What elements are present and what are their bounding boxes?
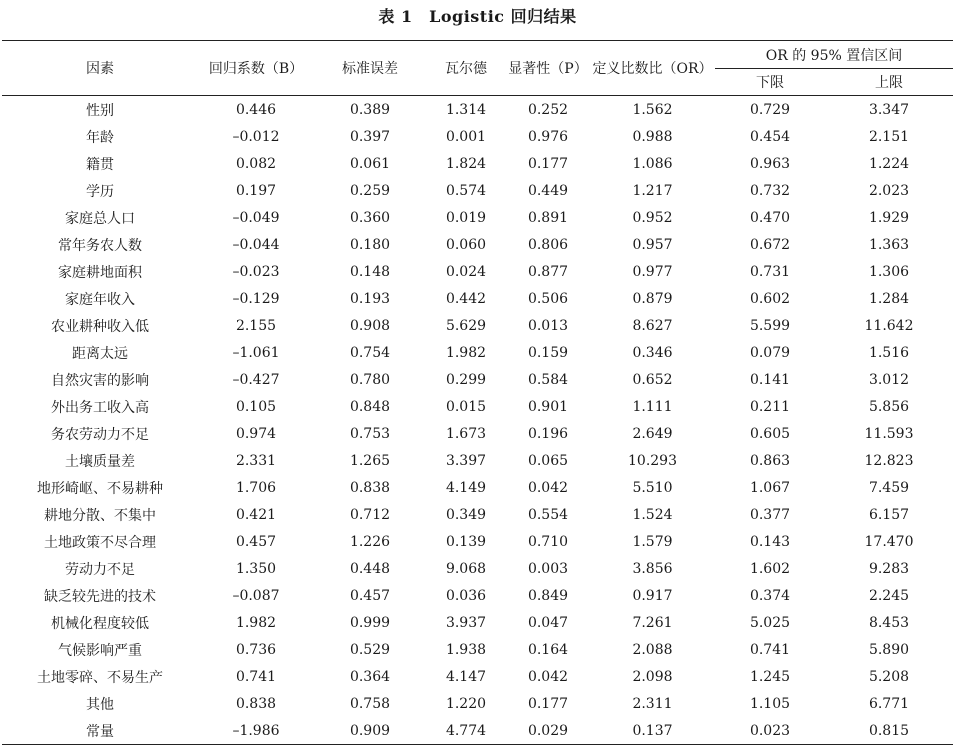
odds-ratio-cell: 0.988 [632, 128, 673, 145]
table-row [2, 420, 953, 447]
ci-lower-cell: 0.377 [749, 506, 791, 523]
wald-cell: 0.001 [445, 128, 487, 145]
significance-cell: 0.042 [527, 668, 569, 685]
ci-lower-cell: 0.454 [749, 128, 791, 145]
significance-cell: 0.003 [527, 560, 569, 577]
ci-lower-cell: 1.067 [749, 479, 791, 496]
significance-cell: 0.877 [527, 263, 569, 280]
ci-lower-cell: 0.211 [749, 398, 791, 415]
factor-cell: 机械化程度较低 [51, 615, 149, 632]
ci-upper-cell: 1.516 [868, 344, 910, 361]
ci-upper-cell: 2.245 [868, 587, 910, 604]
factor-cell: 气候影响严重 [58, 642, 142, 659]
ci-upper-cell: 2.151 [868, 128, 910, 145]
table-row [2, 312, 953, 339]
coefficient-cell: 0.741 [235, 668, 277, 685]
wald-cell: 0.299 [445, 371, 487, 388]
significance-cell: 0.976 [527, 128, 569, 145]
coefficient-cell: –0.427 [232, 371, 280, 388]
ci-lower-cell: 0.672 [749, 236, 791, 253]
significance-cell: 0.710 [527, 533, 569, 550]
factor-cell: 家庭耕地面积 [58, 264, 142, 281]
table-row [2, 582, 953, 609]
significance-cell: 0.177 [527, 155, 569, 172]
wald-cell: 1.314 [445, 101, 487, 118]
factor-cell: 籍贯 [86, 156, 114, 173]
ci-lower-cell: 0.732 [749, 182, 791, 199]
wald-cell: 4.147 [445, 668, 487, 685]
table-title: 表 1 Logistic 回归结果 [378, 7, 577, 26]
coefficient-cell: 1.706 [235, 479, 277, 496]
ci-lower-cell: 0.863 [749, 452, 791, 469]
odds-ratio-cell: 5.510 [632, 479, 673, 496]
coefficient-cell: 0.197 [235, 182, 277, 199]
std-error-cell: 0.180 [349, 236, 391, 253]
odds-ratio-cell: 0.917 [632, 587, 673, 604]
ci-upper-cell: 11.642 [864, 317, 914, 334]
factor-cell: 学历 [86, 183, 114, 200]
ci-upper-cell: 17.470 [864, 533, 914, 550]
table-row [2, 528, 953, 555]
std-error-cell: 1.226 [349, 533, 391, 550]
factor-cell: 常年务农人数 [58, 237, 142, 254]
coefficient-cell: –0.023 [232, 263, 280, 280]
factor-cell: 务农劳动力不足 [51, 426, 149, 443]
odds-ratio-cell: 3.856 [632, 560, 673, 577]
odds-ratio-cell: 0.952 [632, 209, 673, 226]
ci-lower-cell: 0.470 [749, 209, 791, 226]
std-error-cell: 0.753 [349, 425, 391, 442]
table-row [2, 285, 953, 312]
table-body [2, 96, 953, 745]
odds-ratio-cell: 10.293 [628, 452, 677, 469]
factor-cell: 土地零碎、不易生产 [37, 669, 163, 686]
significance-cell: 0.164 [527, 641, 569, 658]
table-row [2, 204, 953, 231]
ci-lower-cell: 1.105 [749, 695, 791, 712]
odds-ratio-cell: 0.879 [632, 290, 673, 307]
ci-upper-cell: 9.283 [868, 560, 910, 577]
significance-cell: 0.901 [527, 398, 569, 415]
factor-cell: 常量 [2, 717, 198, 745]
coefficient-cell: –1.986 [198, 717, 314, 745]
std-error-cell: 0.754 [349, 344, 391, 361]
ci-upper-cell: 5.856 [868, 398, 910, 415]
ci-lower-cell: 0.729 [749, 101, 791, 118]
wald-cell: 0.574 [445, 182, 487, 199]
factor-cell: 距离太远 [72, 345, 128, 362]
factor-cell: 其他 [86, 696, 114, 713]
odds-ratio-cell: 7.261 [632, 614, 673, 631]
odds-ratio-cell: 2.311 [632, 695, 673, 712]
table-row [2, 339, 953, 366]
std-error-cell: 0.193 [349, 290, 391, 307]
ci-upper-cell: 12.823 [864, 452, 914, 469]
std-error-cell: 0.909 [314, 717, 426, 745]
table-row [2, 231, 953, 258]
ci-upper-cell: 1.363 [868, 236, 910, 253]
ci-lower-cell: 0.143 [749, 533, 791, 550]
significance-cell: 0.177 [527, 695, 569, 712]
odds-ratio-cell: 0.137 [590, 717, 715, 745]
wald-cell: 1.982 [445, 344, 487, 361]
significance-cell: 0.047 [527, 614, 569, 631]
ci-upper-cell: 11.593 [864, 425, 914, 442]
factor-cell: 土壤质量差 [65, 453, 135, 470]
coefficient-cell: 2.155 [235, 317, 277, 334]
table-row [2, 393, 953, 420]
table-row [2, 555, 953, 582]
header-confidence-interval: OR 的 95% 置信区间 [715, 41, 953, 69]
ci-upper-cell: 8.453 [868, 614, 910, 631]
wald-cell: 5.629 [445, 317, 487, 334]
wald-cell: 0.015 [445, 398, 487, 415]
wald-cell: 1.220 [445, 695, 487, 712]
ci-upper-cell: 3.012 [868, 371, 910, 388]
std-error-cell: 0.908 [349, 317, 391, 334]
table-row [2, 663, 953, 690]
factor-cell: 农业耕种收入低 [51, 318, 149, 335]
table-row [2, 150, 953, 177]
odds-ratio-cell: 1.562 [632, 101, 673, 118]
significance-cell: 0.554 [527, 506, 569, 523]
std-error-cell: 0.999 [349, 614, 391, 631]
ci-lower-cell: 5.025 [749, 614, 791, 631]
ci-upper-cell: 1.306 [868, 263, 910, 280]
header-significance: 显著性（P） [506, 41, 590, 96]
ci-lower-cell: 0.741 [749, 641, 791, 658]
factor-cell: 家庭年收入 [65, 291, 135, 308]
significance-cell: 0.449 [527, 182, 569, 199]
ci-upper-cell: 3.347 [868, 101, 910, 118]
coefficient-cell: –1.061 [232, 344, 280, 361]
odds-ratio-cell: 0.346 [632, 344, 673, 361]
ci-lower-cell: 5.599 [749, 317, 791, 334]
coefficient-cell: 1.982 [235, 614, 277, 631]
ci-upper-cell: 1.284 [868, 290, 910, 307]
significance-cell: 0.806 [527, 236, 569, 253]
header-std-error: 标准误差 [314, 41, 426, 96]
factor-cell: 性别 [86, 102, 114, 119]
coefficient-cell: 0.736 [235, 641, 277, 658]
table-header [2, 41, 953, 96]
significance-cell: 0.159 [527, 344, 569, 361]
wald-cell: 0.442 [445, 290, 487, 307]
wald-cell: 4.774 [426, 717, 506, 745]
odds-ratio-cell: 1.111 [632, 398, 673, 415]
header-lower: 下限 [715, 69, 825, 96]
std-error-cell: 0.360 [349, 209, 391, 226]
table-row [2, 258, 953, 285]
ci-lower-cell: 1.245 [749, 668, 791, 685]
factor-cell: 土地政策不尽合理 [44, 534, 156, 551]
table-row [2, 717, 953, 745]
coefficient-cell: 1.350 [235, 560, 277, 577]
ci-lower-cell: 0.141 [749, 371, 791, 388]
coefficient-cell: –0.049 [232, 209, 280, 226]
coefficient-cell: 0.838 [235, 695, 277, 712]
odds-ratio-cell: 0.977 [632, 263, 673, 280]
header-odds-ratio: 定义比数比（OR） [590, 41, 715, 96]
wald-cell: 0.139 [445, 533, 487, 550]
ci-lower-cell: 0.605 [749, 425, 791, 442]
odds-ratio-cell: 0.957 [632, 236, 673, 253]
odds-ratio-cell: 1.524 [632, 506, 673, 523]
ci-upper-cell: 7.459 [868, 479, 910, 496]
wald-cell: 0.024 [445, 263, 487, 280]
ci-lower-cell: 0.023 [715, 717, 825, 745]
coefficient-cell: –0.044 [232, 236, 280, 253]
table-row [2, 366, 953, 393]
std-error-cell: 0.259 [349, 182, 391, 199]
wald-cell: 1.824 [445, 155, 487, 172]
logistic-results-table [2, 40, 953, 745]
table-row [2, 177, 953, 204]
factor-cell: 地形崎岖、不易耕种 [37, 480, 163, 497]
ci-lower-cell: 0.963 [749, 155, 791, 172]
ci-lower-cell: 1.602 [749, 560, 791, 577]
ci-upper-cell: 5.890 [868, 641, 910, 658]
coefficient-cell: 0.974 [235, 425, 277, 442]
wald-cell: 3.397 [445, 452, 487, 469]
header-factor: 因素 [2, 41, 198, 96]
significance-cell: 0.042 [527, 479, 569, 496]
significance-cell: 0.013 [527, 317, 569, 334]
odds-ratio-cell: 8.627 [632, 317, 673, 334]
significance-cell: 0.065 [527, 452, 569, 469]
wald-cell: 1.673 [445, 425, 487, 442]
coefficient-cell: 0.082 [235, 155, 277, 172]
wald-cell: 4.149 [445, 479, 487, 496]
header-wald: 瓦尔德 [426, 41, 506, 96]
odds-ratio-cell: 1.217 [632, 182, 673, 199]
table-row [2, 636, 953, 663]
factor-cell: 外出务工收入高 [51, 399, 149, 416]
wald-cell: 3.937 [445, 614, 487, 631]
coefficient-cell: 0.457 [235, 533, 277, 550]
coefficient-cell: 0.421 [235, 506, 277, 523]
table-row [2, 501, 953, 528]
std-error-cell: 0.389 [349, 101, 391, 118]
factor-cell: 家庭总人口 [65, 210, 135, 227]
table-row [2, 123, 953, 150]
factor-cell: 耕地分散、不集中 [44, 507, 156, 524]
wald-cell: 0.019 [445, 209, 487, 226]
ci-upper-cell: 6.157 [868, 506, 910, 523]
significance-cell: 0.196 [527, 425, 569, 442]
odds-ratio-cell: 1.579 [632, 533, 673, 550]
header-upper: 上限 [825, 69, 953, 96]
significance-cell: 0.584 [527, 371, 569, 388]
ci-lower-cell: 0.731 [749, 263, 791, 280]
factor-cell: 自然灾害的影响 [51, 372, 149, 389]
std-error-cell: 0.457 [349, 587, 391, 604]
wald-cell: 0.036 [445, 587, 487, 604]
significance-cell: 0.029 [506, 717, 590, 745]
std-error-cell: 0.848 [349, 398, 391, 415]
significance-cell: 0.849 [527, 587, 569, 604]
coefficient-cell: 0.446 [235, 101, 277, 118]
std-error-cell: 0.061 [349, 155, 391, 172]
table-row [2, 96, 953, 124]
table-row [2, 690, 953, 717]
factor-cell: 缺乏较先进的技术 [44, 588, 156, 605]
ci-lower-cell: 0.602 [749, 290, 791, 307]
std-error-cell: 0.364 [349, 668, 391, 685]
table-row [2, 447, 953, 474]
std-error-cell: 0.529 [349, 641, 391, 658]
ci-upper-cell: 2.023 [868, 182, 910, 199]
significance-cell: 0.252 [527, 101, 569, 118]
std-error-cell: 0.397 [349, 128, 391, 145]
std-error-cell: 1.265 [349, 452, 391, 469]
ci-upper-cell: 1.929 [868, 209, 910, 226]
wald-cell: 0.060 [445, 236, 487, 253]
logistic-results-table-container [2, 40, 953, 745]
std-error-cell: 0.838 [349, 479, 391, 496]
coefficient-cell: –0.129 [232, 290, 280, 307]
ci-upper-cell: 6.771 [868, 695, 910, 712]
odds-ratio-cell: 0.652 [632, 371, 673, 388]
factor-cell: 劳动力不足 [65, 561, 135, 578]
ci-upper-cell: 1.224 [868, 155, 910, 172]
table-row [2, 474, 953, 501]
ci-lower-cell: 0.079 [749, 344, 791, 361]
odds-ratio-cell: 2.649 [632, 425, 673, 442]
wald-cell: 1.938 [445, 641, 487, 658]
wald-cell: 9.068 [445, 560, 487, 577]
odds-ratio-cell: 1.086 [632, 155, 673, 172]
ci-upper-cell: 5.208 [868, 668, 910, 685]
std-error-cell: 0.148 [349, 263, 391, 280]
ci-upper-cell: 0.815 [825, 717, 953, 745]
odds-ratio-cell: 2.088 [632, 641, 673, 658]
table-row [2, 609, 953, 636]
std-error-cell: 0.780 [349, 371, 391, 388]
std-error-cell: 0.448 [349, 560, 391, 577]
significance-cell: 0.506 [527, 290, 569, 307]
odds-ratio-cell: 2.098 [632, 668, 673, 685]
coefficient-cell: –0.087 [232, 587, 280, 604]
coefficient-cell: –0.012 [232, 128, 280, 145]
wald-cell: 0.349 [445, 506, 487, 523]
std-error-cell: 0.758 [349, 695, 391, 712]
header-coefficient: 回归系数（B） [198, 41, 314, 96]
std-error-cell: 0.712 [349, 506, 391, 523]
coefficient-cell: 0.105 [235, 398, 277, 415]
significance-cell: 0.891 [527, 209, 569, 226]
ci-lower-cell: 0.374 [749, 587, 791, 604]
coefficient-cell: 2.331 [235, 452, 277, 469]
factor-cell: 年龄 [86, 129, 114, 146]
